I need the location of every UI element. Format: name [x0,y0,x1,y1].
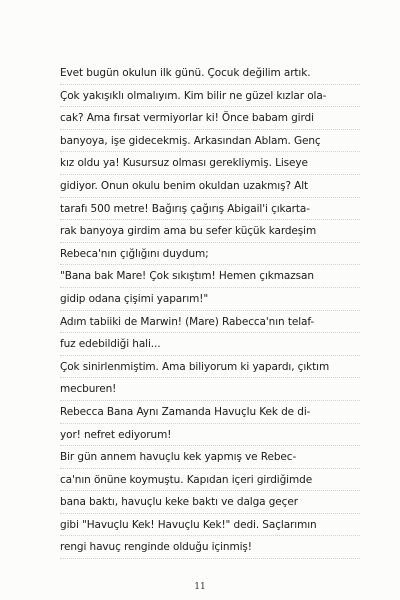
line-text: Rebecca Bana Aynı Zamanda Havuçlu Kek de di- [60,405,311,418]
text-line [60,446,360,469]
text-line [60,311,360,334]
text-line [60,130,360,153]
line-text: kız oldu ya! Kusursuz olması gerekliymiş. Liseye [60,157,308,170]
text-line [60,424,360,447]
text-line [60,152,360,175]
text-line [60,265,360,288]
text-line [60,107,360,130]
line-text: rengi havuç renginde olduğu içinmiş! [60,541,252,554]
text-line [60,288,360,311]
line-text: Çok sinirlenmiştim. Ama biliyorum ki yapardı, çıktım [60,360,330,373]
text-line [60,175,360,198]
line-text: Çok yakışıklı olmalıyım. Kim bilir ne güzel kızlar ola- [60,89,327,102]
line-text: rak banyoya girdim ama bu sefer küçük kardeşim [60,225,317,238]
line-text: banyoya, işe gidecekmiş. Arkasından Ablam. Genç [60,134,321,147]
text-line [60,491,360,514]
text-line [60,536,360,559]
line-text: cak? Ama fırsat vermiyorlar ki! Önce babam girdi [60,112,314,125]
text-line [60,356,360,379]
line-text: "Bana bak Mare! Çok sıkıştım! Hemen çıkmazsan [60,270,314,283]
line-text: ca'nın önüne koymuştu. Kapıdan içeri girdiğimde [60,473,313,486]
page-number: 11 [194,582,206,592]
line-text: mecburen! [60,383,117,396]
text-line [60,198,360,221]
handwritten-text-block [60,62,360,559]
text-line [60,333,360,356]
line-text: tarafı 500 metre! Bağırış çağırış Abigail'i çıkarta- [60,202,310,215]
line-text: fuz edebildiği hali... [60,338,161,351]
text-line [60,243,360,266]
line-text: Evet bugün okulun ilk günü. Çocuk değilim artık. [60,67,311,79]
line-text: gidiyor. Onun okulu benim okuldan uzakmış? Alt [60,179,309,192]
line-text: bana baktı, havuçlu keke baktı ve dalga geçer [60,496,298,509]
text-line [60,401,360,424]
text-line [60,378,360,401]
line-text: gibi "Havuçlu Kek! Havuçlu Kek!" dedi. Saçlarımın [60,518,317,531]
text-line [60,62,360,85]
text-line [60,469,360,492]
text-line [60,514,360,537]
text-line [60,85,360,108]
line-text: Bir gün annem havuçlu kek yapmış ve Rebec- [60,451,297,464]
line-text: gidip odana çişimi yaparım!" [60,292,209,305]
line-text: Adım tabiiki de Marwin! (Mare) Rabecca'nın telaf- [60,315,315,328]
text-line [60,220,360,243]
line-text: yor! nefret ediyorum! [60,428,172,441]
line-text: Rebeca'nın çığlığını duydum; [60,247,209,260]
